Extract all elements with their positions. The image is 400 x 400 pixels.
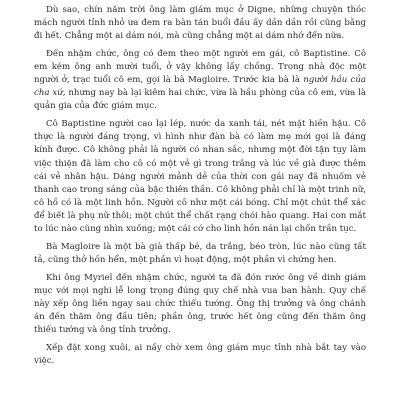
paragraph-2-italic-phrase: người hầu của cha xứ <box>34 75 366 99</box>
paragraph-2-text-b: , nhưng nay bà lại kiêm hai chức, vừa là hầu phòng của cô em, vừa là quản gia của đức giám mục. <box>34 88 366 112</box>
paragraph-5 <box>34 272 366 337</box>
paragraph-1-text: Dù sao, chín năm trời ông làm giám mục ở Digne, những chuyện thóc mách người tỉnh nhỏ ưa đem ra bàn tán buổi đầu ấy dần dần rồi cũng bằng đi hết. Chẳng một ai dám nói, mà cũng chẳng một ai dám nhớ đến nữa. <box>34 5 366 42</box>
paragraph-3-text: Cô Baptistine người cao lại lép, nước da xanh tái, nét mặt hiền hậu. Cô thực là người đáng trọng, vì hình như đàn bà có làm mẹ mới gọi là đáng kính được. Cô không phải là người có nhan sắc, nhưng một đời tận tụy làm việc thiện đã làm cho cô có một vẻ gì trong trắng và lúc về già được thêm cái vẻ nhân hậu. Dáng người mảnh dẻ của thời con gái nay đã nhuốm vẻ thanh cao trong sáng của bậc thiên thần. Cô không phải chỉ là một trinh nữ, cô hồ có là một linh hồn. Người cô như một cái bóng. Chỉ một chút thể xác để biết là phụ nữ thôi; một chút thể chất rạng chói hào quang. Hai con mắt to lúc nào cũng nhìn xuống; một cái cớ cho linh hồn nán lại chốn trần tục. <box>34 119 366 234</box>
paragraph-4 <box>34 241 366 267</box>
paragraph-2 <box>34 48 366 113</box>
paragraph-3 <box>34 118 366 235</box>
paragraph-6 <box>34 342 366 368</box>
paragraph-4-text: Bà Magloire là một bà già thấp bé, da trắng, béo tròn, lúc nào cũng tất tả, cũng thở hồn hển, một phần vì hoạt động, một phần vì chứng hen. <box>34 241 366 265</box>
paragraph-5-text: Khi ông Myriel đến nhậm chức, người ta đã đón rước ông về dinh giám mục với mọi nghi lễ long trọng đúng quy chế nhà vua ban hành. Quy chế này xếp ông liền ngay sau chức thiếu tướng. Ông thị trưởng và ông chánh án đến thăm ông đầu tiên; phần ông, trước hết ông cũng đến thăm ông thiếu tướng và ông tỉnh trưởng. <box>34 272 366 336</box>
paragraph-2-text-a: Đến nhậm chức, ông có đem theo một người em gái, cô Baptistine. Cô em kém ông anh mười tuổi, ở vậy không lấy chồng. Trong nhà độc một người ở, trạc tuổi cô em, gọi là bà Magloire. Trước kia bà là <box>34 49 366 86</box>
paragraph-1 <box>34 4 366 43</box>
paragraph-6-text: Xếp đặt xong xuôi, ai nấy chờ xem ông giám mục tỉnh nhà bắt tay vào việc. <box>34 343 366 367</box>
